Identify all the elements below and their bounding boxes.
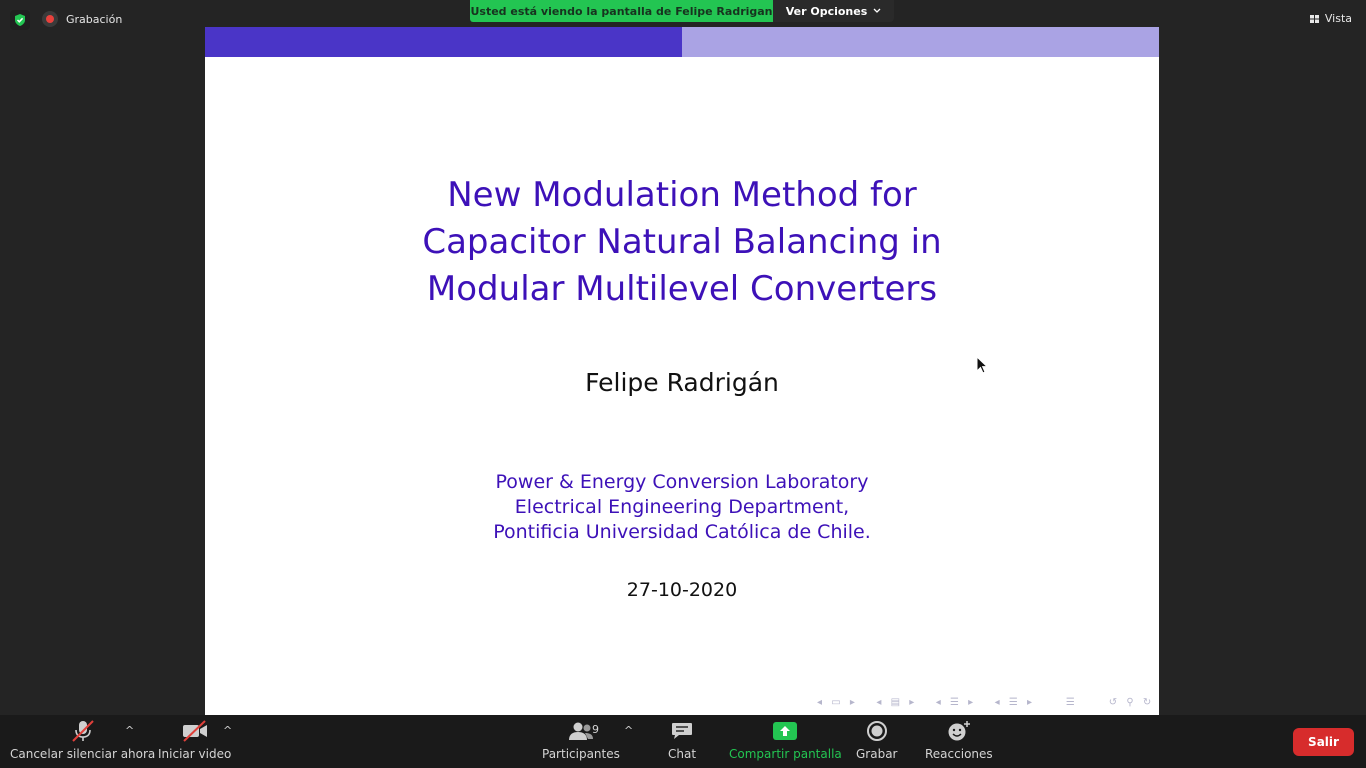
slide-header-bar-left	[205, 27, 682, 57]
slide-institution	[205, 470, 1159, 545]
chat-bubble-icon	[670, 715, 694, 747]
audio-options-caret-icon[interactable]: ^	[125, 724, 135, 737]
top-bar	[0, 0, 1366, 27]
reactions-label: Reacciones	[925, 747, 993, 761]
mouse-pointer-icon	[976, 356, 988, 375]
view-button[interactable]	[1310, 12, 1352, 25]
slide-title-line: New Modulation Method for	[447, 175, 917, 215]
chat-button[interactable]	[668, 715, 696, 768]
institution-line: Pontificia Universidad Católica de Chile.	[493, 521, 871, 543]
record-button[interactable]	[856, 715, 898, 768]
shield-icon[interactable]	[10, 10, 30, 30]
view-options-button[interactable]	[773, 0, 894, 22]
slide-author: Felipe Radrigán	[585, 368, 779, 397]
grid-view-icon	[1310, 14, 1320, 24]
share-screen-label: Compartir pantalla	[729, 747, 842, 761]
start-video-label: Iniciar video	[158, 747, 232, 761]
slide-title	[205, 172, 1159, 313]
chat-label: Chat	[668, 747, 697, 761]
slide-title-line: Capacitor Natural Balancing in	[422, 222, 942, 262]
record-dot-icon	[42, 11, 58, 27]
record-icon	[866, 715, 888, 747]
mute-button[interactable]	[10, 715, 155, 768]
reactions-button[interactable]	[925, 715, 993, 768]
share-screen-button[interactable]	[729, 715, 842, 768]
mute-label: Cancelar silenciar ahora	[10, 747, 156, 761]
meeting-toolbar	[0, 715, 1366, 768]
video-options-caret-icon[interactable]: ^	[223, 724, 233, 737]
participants-count: 9	[592, 723, 599, 736]
beamer-navigation-symbols: ◂ ▭ ▸ ◂ ▤ ▸ ◂ ☰ ▸ ◂ ☰ ▸ ☰ ↺ ⚲ ↻	[817, 697, 1155, 708]
institution-line: Electrical Engineering Department,	[514, 496, 850, 518]
shared-slide	[205, 27, 1159, 715]
screen-share-banner: Usted está viendo la pantalla de Felipe Radrigan	[470, 0, 773, 22]
microphone-muted-icon	[70, 715, 96, 747]
participants-button[interactable]	[542, 715, 620, 768]
chevron-down-icon	[873, 8, 881, 14]
smiley-add-icon	[946, 715, 972, 747]
slide-date: 27-10-2020	[626, 579, 738, 601]
start-video-button[interactable]	[158, 715, 231, 768]
participants-label: Participantes	[542, 747, 620, 761]
slide-title-line: Modular Multilevel Converters	[426, 269, 938, 309]
participants-icon	[567, 715, 595, 747]
record-label: Grabar	[856, 747, 898, 761]
video-off-icon	[181, 715, 209, 747]
view-options-label: Ver Opciones	[785, 4, 868, 18]
participants-caret-icon[interactable]: ^	[624, 724, 634, 737]
institution-line: Power & Energy Conversion Laboratory	[495, 471, 869, 493]
recording-label: Grabación	[66, 12, 123, 26]
leave-button[interactable]: Salir	[1293, 728, 1354, 756]
share-screen-icon	[772, 715, 798, 747]
slide-header-bar-right	[682, 27, 1159, 57]
view-label: Vista	[1324, 12, 1352, 25]
recording-indicator[interactable]	[42, 11, 122, 27]
